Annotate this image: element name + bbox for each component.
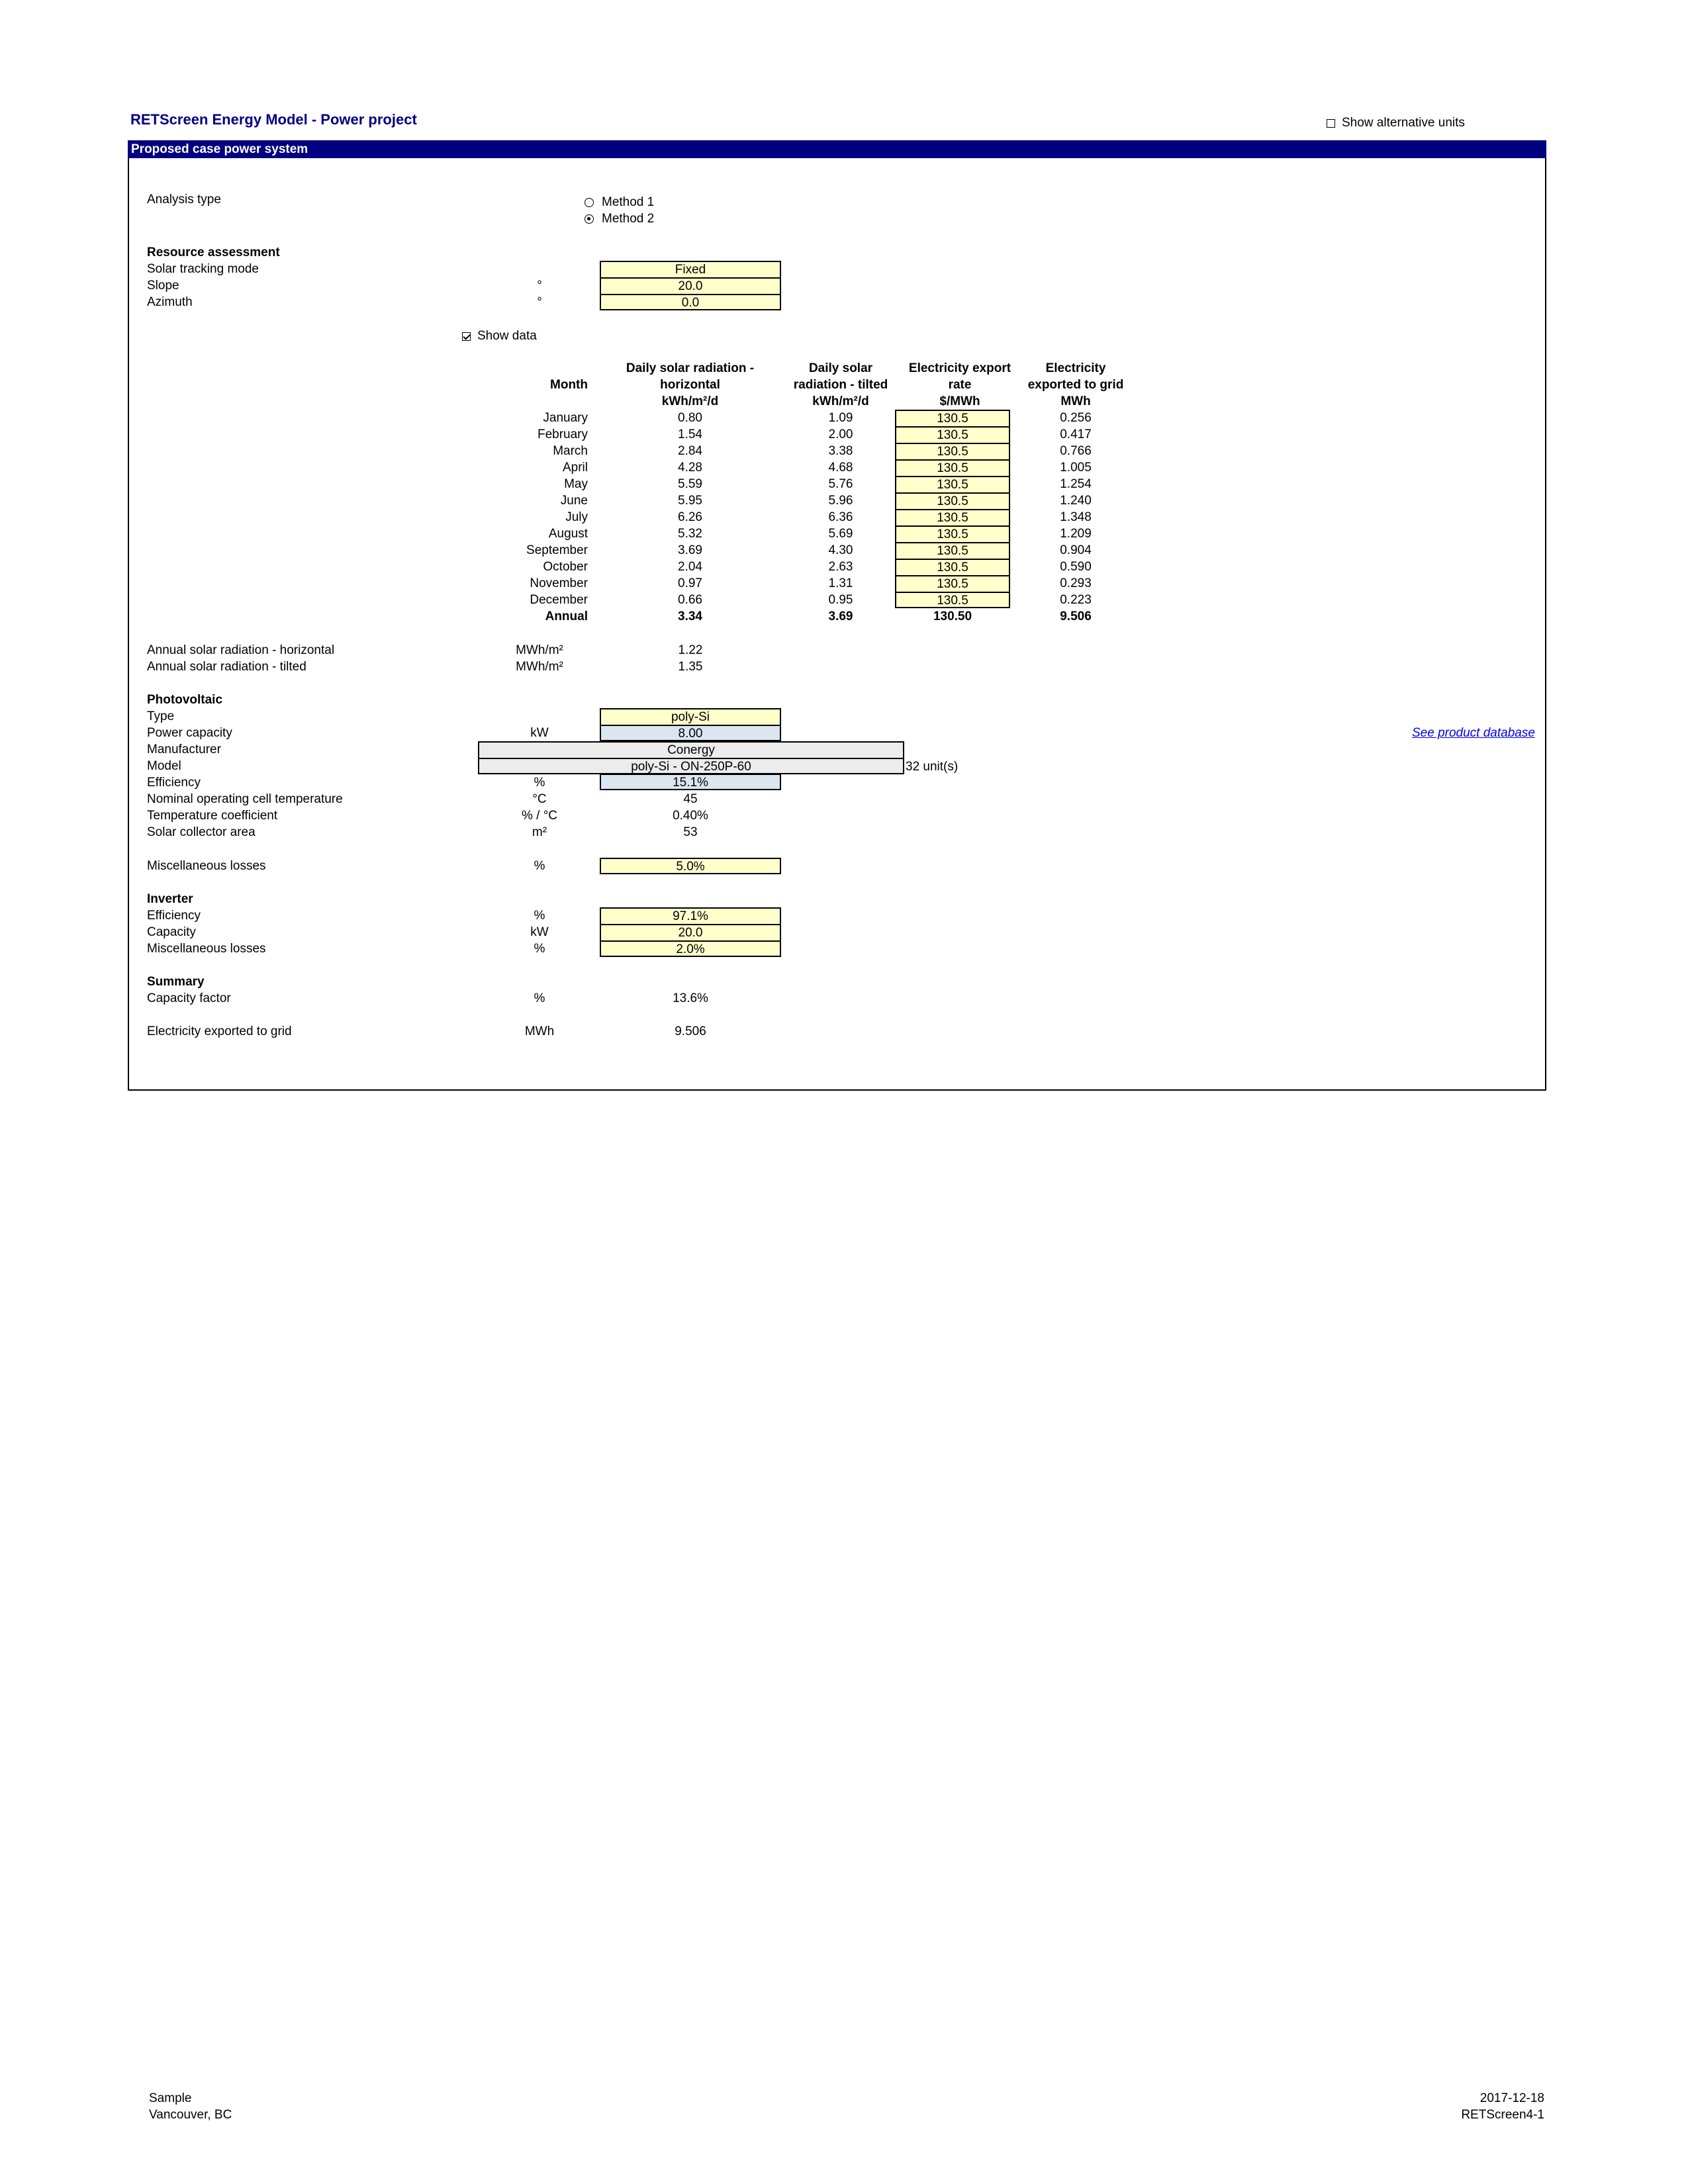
temp-coef-value: 0.40% (673, 809, 708, 823)
table-cell-month: March (553, 444, 588, 458)
table-cell-horizontal: 5.32 (678, 527, 702, 541)
export-rate-input[interactable]: 130.5 (895, 509, 1010, 525)
manufacturer-label: Manufacturer (147, 743, 221, 756)
export-rate-input[interactable]: 130.5 (895, 542, 1010, 559)
annual-horizontal-unit: MWh/m² (516, 643, 563, 657)
inverter-efficiency-label: Efficiency (147, 909, 201, 923)
export-rate-input[interactable]: 130.5 (895, 492, 1010, 509)
table-cell-month: October (543, 560, 588, 574)
annual-horizontal-value: 1.22 (678, 643, 703, 657)
table-cell-tilted: 2.00 (828, 428, 853, 441)
table-header-rate-line2: rate (948, 378, 972, 392)
table-cell-tilted: 5.76 (828, 477, 853, 491)
model-label: Model (147, 759, 181, 773)
power-capacity-value[interactable]: 8.00 (600, 725, 781, 741)
inverter-efficiency-input[interactable]: 97.1% (600, 907, 781, 924)
table-header-tilted-line1: Daily solar (808, 361, 873, 375)
inverter-misc-losses-unit: % (534, 942, 545, 956)
annual-tilted-unit: MWh/m² (516, 660, 563, 674)
noct-unit: °C (532, 792, 547, 806)
inverter-capacity-label: Capacity (147, 925, 196, 939)
summary-heading: Summary (147, 975, 205, 989)
table-cell-horizontal: 0.80 (678, 411, 702, 425)
noct-value: 45 (683, 792, 698, 806)
inverter-capacity-unit: kW (530, 925, 549, 939)
footer-date: 2017-12-18 (1479, 2091, 1544, 2105)
pv-misc-losses-input[interactable]: 5.0% (600, 858, 781, 874)
annual-total-export-rate: 130.50 (933, 610, 972, 623)
collector-area-unit: m² (532, 825, 547, 839)
annual-tilted-label: Annual solar radiation - tilted (147, 660, 306, 674)
table-cell-horizontal: 5.59 (678, 477, 702, 491)
slope-unit: ° (537, 279, 542, 293)
power-capacity-unit: kW (530, 726, 549, 740)
annual-total-exported: 9.506 (1060, 610, 1092, 623)
table-cell-tilted: 5.96 (828, 494, 853, 508)
pv-efficiency-label: Efficiency (147, 776, 201, 790)
export-rate-input[interactable]: 130.5 (895, 459, 1010, 476)
table-header-exported-unit: MWh (1060, 394, 1091, 408)
model-field[interactable]: poly-Si - ON-250P-60 (478, 758, 904, 774)
table-cell-tilted: 5.69 (828, 527, 853, 541)
azimuth-input[interactable]: 0.0 (600, 294, 781, 310)
table-cell-exported: 0.590 (1060, 560, 1092, 574)
slope-label: Slope (147, 279, 179, 293)
table-cell-tilted: 4.30 (828, 543, 853, 557)
pv-type-label: Type (147, 709, 175, 723)
table-cell-tilted: 4.68 (828, 461, 853, 475)
table-header-rate-unit: $/MWh (939, 394, 980, 408)
table-cell-month: July (565, 510, 588, 524)
show-alternative-units-toggle[interactable] (1327, 114, 1465, 131)
temp-coef-label: Temperature coefficient (147, 809, 278, 823)
photovoltaic-heading: Photovoltaic (147, 693, 223, 707)
table-cell-month: February (537, 428, 588, 441)
manufacturer-field[interactable]: Conergy (478, 741, 904, 758)
temp-coef-unit: % / °C (521, 809, 558, 823)
export-rate-input[interactable]: 130.5 (895, 559, 1010, 575)
export-rate-input[interactable]: 130.5 (895, 476, 1010, 492)
collector-area-value: 53 (683, 825, 698, 839)
table-cell-month: April (562, 461, 588, 475)
table-cell-exported: 1.240 (1060, 494, 1092, 508)
table-header-horizontal-line2: horizontal (660, 378, 720, 392)
table-cell-tilted: 6.36 (828, 510, 853, 524)
solar-tracking-mode-label: Solar tracking mode (147, 262, 259, 276)
table-cell-month: November (530, 576, 588, 590)
table-header-tilted-unit: kWh/m²/d (812, 394, 869, 408)
table-cell-horizontal: 4.28 (678, 461, 702, 475)
table-cell-tilted: 3.38 (828, 444, 853, 458)
table-cell-month: August (548, 527, 588, 541)
table-cell-horizontal: 0.66 (678, 593, 702, 607)
table-cell-horizontal: 2.84 (678, 444, 702, 458)
inverter-capacity-input[interactable]: 20.0 (600, 924, 781, 940)
table-cell-horizontal: 1.54 (678, 428, 702, 441)
footer-project-name: Sample (149, 2091, 192, 2105)
table-cell-exported: 1.348 (1060, 510, 1092, 524)
annual-total-month: Annual (545, 610, 588, 623)
resource-assessment-heading: Resource assessment (147, 246, 280, 259)
inverter-efficiency-unit: % (534, 909, 545, 923)
export-rate-input[interactable]: 130.5 (895, 525, 1010, 542)
export-rate-input[interactable]: 130.5 (895, 592, 1010, 608)
units-count: 32 unit(s) (906, 760, 959, 774)
page-title: RETScreen Energy Model - Power project (130, 111, 417, 128)
inverter-heading: Inverter (147, 892, 193, 906)
power-capacity-label: Power capacity (147, 726, 232, 740)
see-product-database-link[interactable]: See product database (1412, 726, 1535, 740)
annual-total-tilted: 3.69 (828, 610, 853, 623)
electricity-exported-label: Electricity exported to grid (147, 1024, 292, 1038)
table-cell-exported: 0.904 (1060, 543, 1092, 557)
table-header-horizontal-unit: kWh/m²/d (661, 394, 719, 408)
capacity-factor-unit: % (534, 991, 545, 1005)
table-cell-month: September (526, 543, 588, 557)
table-cell-tilted: 2.63 (828, 560, 853, 574)
analysis-method-2-option[interactable] (585, 210, 654, 227)
table-cell-tilted: 1.31 (828, 576, 853, 590)
azimuth-label: Azimuth (147, 295, 193, 309)
table-cell-exported: 0.256 (1060, 411, 1092, 425)
table-header-month: Month (550, 378, 588, 392)
table-header-exported-line2: exported to grid (1027, 378, 1124, 392)
show-data-toggle[interactable] (462, 328, 537, 344)
table-cell-month: June (560, 494, 588, 508)
electricity-exported-unit: MWh (524, 1024, 555, 1038)
table-header-tilted-line2: radiation - tilted (793, 378, 888, 392)
table-header-exported-line1: Electricity (1045, 361, 1106, 375)
capacity-factor-value: 13.6% (673, 991, 708, 1005)
azimuth-unit: ° (537, 295, 542, 309)
section-header: Proposed case power system (128, 140, 1546, 158)
table-cell-horizontal: 6.26 (678, 510, 702, 524)
table-cell-tilted: 1.09 (828, 411, 853, 425)
noct-label: Nominal operating cell temperature (147, 792, 343, 806)
table-cell-horizontal: 5.95 (678, 494, 702, 508)
electricity-exported-value: 9.506 (675, 1024, 706, 1038)
table-header-horizontal-line1: Daily solar radiation - (626, 361, 755, 375)
table-cell-exported: 0.417 (1060, 428, 1092, 441)
footer-location: Vancouver, BC (149, 2108, 232, 2122)
analysis-type-label: Analysis type (147, 193, 221, 206)
show-alternative-units-label: Show alternative units (1342, 116, 1465, 130)
inverter-misc-losses-input[interactable]: 2.0% (600, 940, 781, 957)
table-header-rate-line1: Electricity export (908, 361, 1011, 375)
radio-icon[interactable] (585, 198, 594, 207)
table-cell-horizontal: 2.04 (678, 560, 702, 574)
method-2-label: Method 2 (602, 212, 655, 226)
solar-tracking-mode-select[interactable]: Fixed (600, 261, 781, 277)
pv-type-select[interactable]: poly-Si (600, 708, 781, 725)
pv-efficiency-value[interactable]: 15.1% (600, 774, 781, 790)
table-cell-exported: 0.223 (1060, 593, 1092, 607)
export-rate-input[interactable]: 130.5 (895, 443, 1010, 459)
annual-tilted-value: 1.35 (678, 660, 703, 674)
pv-misc-losses-unit: % (534, 859, 545, 873)
table-cell-month: December (530, 593, 588, 607)
export-rate-input[interactable]: 130.5 (895, 410, 1010, 426)
table-cell-tilted: 0.95 (828, 593, 853, 607)
table-cell-exported: 1.209 (1060, 527, 1092, 541)
table-cell-exported: 1.005 (1060, 461, 1092, 475)
table-cell-month: May (564, 477, 588, 491)
checkbox-checked-icon[interactable] (462, 332, 471, 341)
show-data-label: Show data (477, 329, 537, 343)
checkbox-icon[interactable] (1327, 119, 1335, 128)
pv-efficiency-unit: % (534, 776, 545, 790)
export-rate-input[interactable]: 130.5 (895, 426, 1010, 443)
radio-selected-icon[interactable] (585, 214, 594, 224)
table-cell-horizontal: 0.97 (678, 576, 702, 590)
pv-misc-losses-label: Miscellaneous losses (147, 859, 266, 873)
method-1-label: Method 1 (602, 195, 655, 209)
table-cell-horizontal: 3.69 (678, 543, 702, 557)
collector-area-label: Solar collector area (147, 825, 256, 839)
table-cell-month: January (543, 411, 588, 425)
capacity-factor-label: Capacity factor (147, 991, 231, 1005)
export-rate-input[interactable]: 130.5 (895, 575, 1010, 592)
slope-input[interactable]: 20.0 (600, 277, 781, 294)
table-cell-exported: 0.766 (1060, 444, 1092, 458)
annual-total-horizontal: 3.34 (678, 610, 702, 623)
annual-horizontal-label: Annual solar radiation - horizontal (147, 643, 335, 657)
table-cell-exported: 1.254 (1060, 477, 1092, 491)
analysis-method-1-option[interactable] (585, 194, 654, 210)
inverter-misc-losses-label: Miscellaneous losses (147, 942, 266, 956)
table-cell-exported: 0.293 (1060, 576, 1092, 590)
footer-version: RETScreen4-1 (1461, 2108, 1544, 2122)
